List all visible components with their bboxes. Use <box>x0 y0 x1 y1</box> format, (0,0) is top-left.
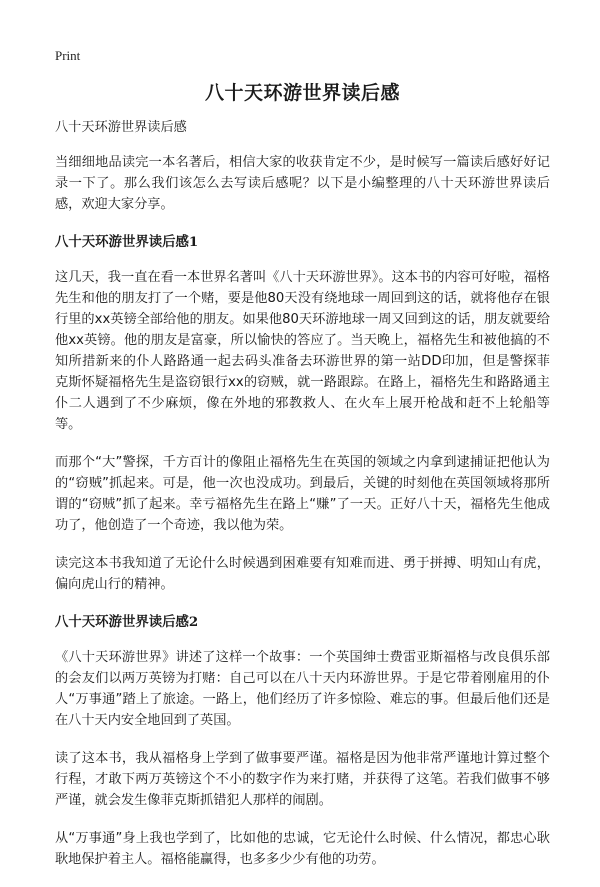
section-heading: 八十天环游世界读后感1 <box>55 234 199 250</box>
section-1 <box>55 232 550 595</box>
section-2 <box>55 612 550 870</box>
intro-paragraph: 当细细地品读完一本名著后，相信大家的收获肯定不少，是时候写一篇读后感好好记录一下了。那么我们该怎么去写读后感呢？以下是小编整理的八十天环游世界读后感，欢迎大家分享。 <box>55 155 550 212</box>
document-title: 八十天环游世界读后感 <box>204 82 400 104</box>
section-paragraph: 读完这本书我知道了无论什么时候遇到困难要有知难而进、勇于拼搏、明知山有虎，偏向虎山行的精神。 <box>55 556 550 592</box>
section-paragraph: 这几天，我一直在看一本世界名著叫《八十天环游世界》。这本书的内容可好啦，福格先生和他的朋友打了一个赌，要是他80天没有绕地球一周回到这的话，就将他存在银行里的xx英镑全部给他的朋友。如果他80天环游地球一周又回到这的话，朋友就要给他xx英镑。他的朋友是富豪，所以愉快的答应了。当天晚上，福格先生和被他搞的不知所措新来的仆人路路通一起去码头准备去环游世界的第一站DD印加，但是警探菲克斯怀疑福格先生是盗窃银行xx的窃贼，就一路跟踪。在路上，福格先生和路路通主仆二人遇到了不少麻烦，像在外地的邪教救人、在火车上展开枪战和赶不上轮船等等。 <box>55 270 550 432</box>
section-paragraph: 《八十天环游世界》讲述了这样一个故事：一个英国绅士费雷亚斯福格与改良俱乐部的会友们以两万英镑为打赌：自己可以在八十天内环游世界。于是它带着刚雇用的仆人“万事通”踏上了旅途。一路上，他们经历了许多惊险、难忘的事。但最后他们还是在八十天内安全地回到了英国。 <box>55 650 550 728</box>
section-paragraph: 从“万事通”身上我也学到了，比如他的忠诚，它无论什么时候、什么情况，都忠心耿耿地保护着主人。福格能赢得，也多多少少有他的功劳。 <box>55 831 550 867</box>
section-paragraph: 读了这本书，我从福格身上学到了做事要严谨。福格是因为他非常严谨地计算过整个行程，才敢下两万英镑这个不小的数字作为来打赌，并获得了这笔。若我们做事不够严谨，就会发生像菲克斯抓错犯人那样的闹剧。 <box>55 751 550 808</box>
document-body <box>55 117 550 887</box>
print-link[interactable]: Print <box>55 48 81 63</box>
section-paragraph: 而那个“大”警探，千方百计的像阻止福格先生在英国的领域之内拿到逮捕证把他认为的“窃贼”抓起来。可是，他一次也没成功。到最后，关键的时刻他在英国领域将那所谓的“窃贼”抓了起来。幸亏福格先生在路上“赚”了一天。正好八十天，福格先生他成功了，他创造了一个奇迹，我以他为荣。 <box>55 455 550 533</box>
section-heading: 八十天环游世界读后感2 <box>55 614 199 630</box>
document-subtitle: 八十天环游世界读后感 <box>55 120 187 135</box>
